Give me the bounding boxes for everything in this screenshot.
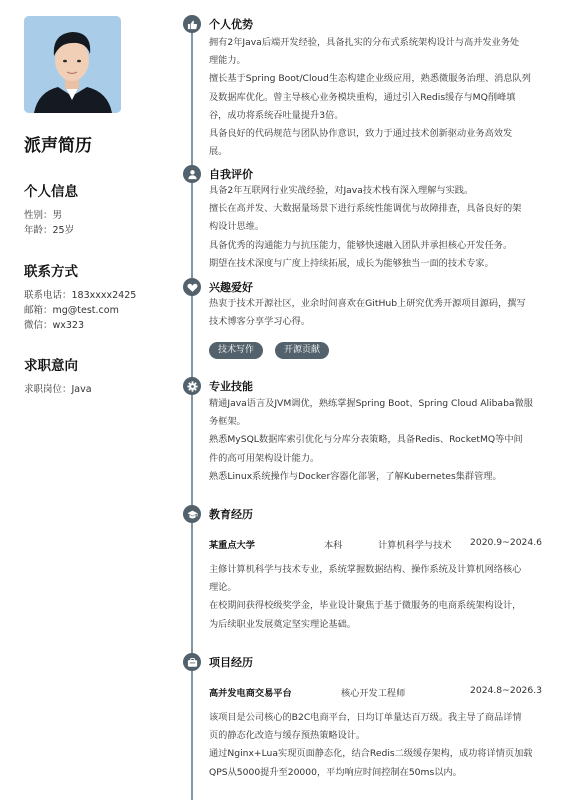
paragraph-line: QPS从5000提升至20000，平均响应时间控制在50ms以内。 <box>209 766 462 778</box>
briefcase-icon <box>183 653 201 671</box>
paragraph-line: 擅长基于Spring Boot/Cloud生态构建企业级应用，熟悉微服务治理、消息队列 <box>209 73 531 85</box>
graduation-cap-icon <box>183 505 201 523</box>
major-text: 计算机科学与技术 <box>378 540 452 551</box>
paragraph-line: 理能力。 <box>209 55 246 67</box>
section-title-education: 教育经历 <box>209 508 253 521</box>
skills-content <box>209 395 547 486</box>
paragraph-line: 在校期间获得校级奖学金，毕业设计聚焦于基于微服务的电商系统架构设计， <box>209 600 522 612</box>
paragraph-line: 该项目是公司核心的B2C电商平台，日均订单量达百万级。我主导了商品详情 <box>209 712 522 723</box>
paragraph-line: 展。 <box>209 146 228 158</box>
paragraph-line: 具备优秀的沟通能力与抗压能力，能够快速融入团队并承担核心开发任务。 <box>209 239 513 251</box>
project-content <box>209 709 547 782</box>
paragraph-line: 谷，成功将系统吞吐量提升3倍。 <box>209 109 344 121</box>
wechat-text: 微信：wx323 <box>24 320 85 331</box>
email-text: 邮箱：mg@test.com <box>24 305 119 316</box>
timeline-line <box>191 18 193 800</box>
degree-text: 本科 <box>324 540 343 551</box>
sidebar <box>0 0 180 800</box>
paragraph-line: 页的静态化改造与缓存预热策略设计。 <box>209 730 366 742</box>
paragraph-line: 具备2年互联网行业实战经验，对Java技术栈有深入理解与实践。 <box>209 185 474 196</box>
hobby-content <box>209 295 547 331</box>
personal-info-heading: 个人信息 <box>24 184 78 200</box>
paragraph-line: 熟悉Linux系统操作与Docker容器化部署，了解Kubernetes集群管理。 <box>209 470 502 482</box>
gender-text: 性别：男 <box>24 210 63 221</box>
project-role: 核心开发工程师 <box>341 688 406 699</box>
project-name: 高并发电商交易平台 <box>209 688 292 699</box>
position-text: 求职岗位：Java <box>24 384 92 395</box>
gear-icon <box>183 377 201 395</box>
user-icon <box>183 165 201 183</box>
hobby-tag: 开源贡献 <box>275 342 329 359</box>
section-title-advantage: 个人优势 <box>209 18 253 31</box>
paragraph-line: 熟悉MySQL数据库索引优化与分库分表策略，具备Redis、RocketMQ等中间 <box>209 434 523 446</box>
advantage-content <box>209 34 547 161</box>
paragraph-line: 件的高可用架构设计能力。 <box>209 452 320 464</box>
project-period: 2024.8~2026.3 <box>470 685 542 696</box>
hobby-tag: 技术写作 <box>209 342 263 359</box>
paragraph-line: 构设计思维。 <box>209 221 265 233</box>
section-title-project: 项目经历 <box>209 656 253 669</box>
paragraph-line: 热衷于技术开源社区，业余时间喜欢在GitHub上研究优秀开源项目源码，撰写 <box>209 298 526 309</box>
paragraph-line: 通过Nginx+Lua实现页面静态化，结合Redis二级缓存架构，成功将详情页加载 <box>209 748 533 760</box>
age-text: 年龄：25岁 <box>24 225 75 236</box>
resume-title: 派声简历 <box>24 136 92 156</box>
school-name: 某重点大学 <box>209 540 255 551</box>
paragraph-line: 擅长在高并发、大数据量场景下进行系统性能调优与故障排查，具备良好的架 <box>209 203 522 215</box>
paragraph-line: 具备良好的代码规范与团队协作意识，致力于通过技术创新驱动业务高效发 <box>209 128 513 140</box>
education-content <box>209 561 547 634</box>
paragraph-line: 技术博客分享学习心得。 <box>209 316 311 328</box>
paragraph-line: 拥有2年Java后端开发经验，具备扎实的分布式系统架构设计与高并发业务处 <box>209 37 520 48</box>
job-intent-heading: 求职意向 <box>24 358 78 374</box>
thumbs-up-icon <box>183 15 201 33</box>
heart-icon <box>183 278 201 296</box>
paragraph-line: 务框架。 <box>209 416 246 428</box>
section-title-evaluation: 自我评价 <box>209 168 253 181</box>
evaluation-content <box>209 182 547 273</box>
profile-photo <box>24 16 121 113</box>
paragraph-line: 及数据库优化。曾主导核心业务模块重构，通过引入Redis缓存与MQ削峰填 <box>209 91 516 103</box>
paragraph-line: 理论。 <box>209 582 237 594</box>
paragraph-line: 主修计算机科学与技术专业，系统掌握数据结构、操作系统及计算机网络核心 <box>209 564 522 575</box>
section-title-skills: 专业技能 <box>209 380 253 393</box>
contact-heading: 联系方式 <box>24 264 78 280</box>
phone-text: 联系电话：183xxxx2425 <box>24 290 137 301</box>
education-period: 2020.9~2024.6 <box>470 537 542 548</box>
paragraph-line: 期望在技术深度与广度上持续拓展，成长为能够独当一面的技术专家。 <box>209 257 494 269</box>
paragraph-line: 精通Java语言及JVM调优，熟练掌握Spring Boot、Spring Cloud Alibaba微服 <box>209 398 533 409</box>
paragraph-line: 为后续职业发展奠定坚实理论基础。 <box>209 618 356 630</box>
section-title-hobby: 兴趣爱好 <box>209 281 253 294</box>
